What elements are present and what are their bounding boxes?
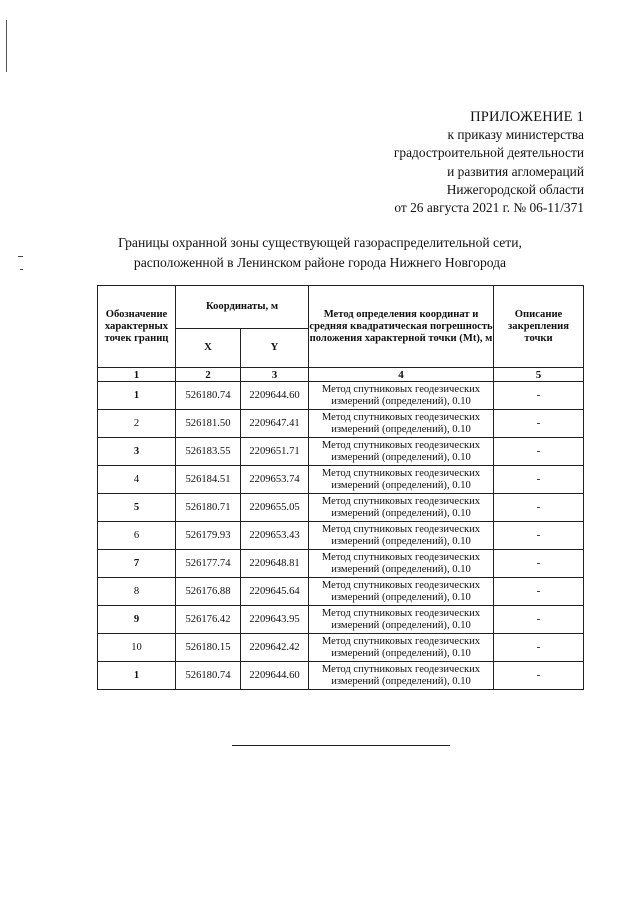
table-row xyxy=(98,382,584,410)
end-divider-line xyxy=(232,745,450,746)
point-id: 5 xyxy=(98,494,176,522)
table-row xyxy=(98,466,584,494)
appendix-label: ПРИЛОЖЕНИЕ 1 xyxy=(470,109,584,125)
x-coordinate: 526180.15 xyxy=(176,634,241,662)
method-line-1: Метод спутниковых геодезических xyxy=(321,552,481,563)
header-x: X xyxy=(176,329,241,368)
fixing-description: - xyxy=(494,550,584,578)
method-line-2: измерений (определений), 0.10 xyxy=(331,451,471,463)
column-number: 3 xyxy=(241,368,309,382)
method-line-1: Метод спутниковых геодезических xyxy=(321,496,481,507)
method-line-2: измерений (определений), 0.10 xyxy=(331,479,471,491)
table-row xyxy=(98,550,584,578)
method-line-1: Метод спутниковых геодезических xyxy=(321,384,481,395)
y-coordinate: 2209645.64 xyxy=(241,578,309,606)
method-description xyxy=(309,410,494,438)
y-coordinate: 2209644.60 xyxy=(241,382,309,410)
fixing-description: - xyxy=(494,634,584,662)
table-row xyxy=(98,494,584,522)
table-row xyxy=(98,634,584,662)
fixing-description: - xyxy=(494,522,584,550)
table-row xyxy=(98,606,584,634)
x-coordinate: 526180.74 xyxy=(176,382,241,410)
method-line-1: Метод спутниковых геодезических xyxy=(321,664,481,675)
x-coordinate: 526180.74 xyxy=(176,662,241,690)
table-row xyxy=(98,662,584,690)
point-id: 1 xyxy=(98,382,176,410)
table-row xyxy=(98,578,584,606)
fixing-description: - xyxy=(494,606,584,634)
title-line-2: расположенной в Ленинском районе города Нижнего Новгорода xyxy=(133,255,507,270)
scan-margin-line xyxy=(6,20,7,72)
method-description xyxy=(309,522,494,550)
point-id: 6 xyxy=(98,522,176,550)
point-id: 10 xyxy=(98,634,176,662)
header-line: и развития агломераций xyxy=(447,163,584,179)
header-fixing: Описание закрепления точки xyxy=(494,286,584,368)
point-id: 4 xyxy=(98,466,176,494)
column-number: 1 xyxy=(98,368,176,382)
fixing-description: - xyxy=(494,662,584,690)
x-coordinate: 526179.93 xyxy=(176,522,241,550)
order-date-line: от 26 августа 2021 г. № 06-11/371 xyxy=(394,200,584,216)
x-coordinate: 526183.55 xyxy=(176,438,241,466)
method-line-2: измерений (определений), 0.10 xyxy=(331,675,471,687)
y-coordinate: 2209655.05 xyxy=(241,494,309,522)
header-coordinates: Координаты, м xyxy=(176,286,309,329)
method-description xyxy=(309,578,494,606)
fixing-description: - xyxy=(494,494,584,522)
document-title xyxy=(60,233,580,273)
fixing-description: - xyxy=(494,382,584,410)
method-line-2: измерений (определений), 0.10 xyxy=(331,591,471,603)
y-coordinate: 2209647.41 xyxy=(241,410,309,438)
column-number: 4 xyxy=(309,368,494,382)
fixing-description: - xyxy=(494,578,584,606)
method-line-2: измерений (определений), 0.10 xyxy=(331,507,471,519)
method-line-1: Метод спутниковых геодезических xyxy=(321,608,481,619)
x-coordinate: 526177.74 xyxy=(176,550,241,578)
scan-margin-dash xyxy=(18,256,23,257)
x-coordinate: 526176.42 xyxy=(176,606,241,634)
fixing-description: - xyxy=(494,438,584,466)
column-number: 2 xyxy=(176,368,241,382)
header-y: Y xyxy=(241,329,309,368)
method-line-2: измерений (определений), 0.10 xyxy=(331,619,471,631)
method-line-2: измерений (определений), 0.10 xyxy=(331,647,471,659)
method-description xyxy=(309,606,494,634)
method-line-2: измерений (определений), 0.10 xyxy=(331,423,471,435)
y-coordinate: 2209642.42 xyxy=(241,634,309,662)
method-line-2: измерений (определений), 0.10 xyxy=(331,535,471,547)
header-line: градостроительной деятельности xyxy=(393,145,584,161)
method-description xyxy=(309,634,494,662)
point-id: 1 xyxy=(98,662,176,690)
point-id: 8 xyxy=(98,578,176,606)
header-point: Обозначение характерных точек границ xyxy=(98,286,176,368)
x-coordinate: 526180.71 xyxy=(176,494,241,522)
title-line-1: Границы охранной зоны существующей газораспределительной сети, xyxy=(118,235,522,250)
point-id: 3 xyxy=(98,438,176,466)
method-line-2: измерений (определений), 0.10 xyxy=(331,563,471,575)
point-id: 9 xyxy=(98,606,176,634)
header-line: Нижегородской области xyxy=(446,181,584,197)
method-line-1: Метод спутниковых геодезических xyxy=(321,468,481,479)
y-coordinate: 2209653.43 xyxy=(241,522,309,550)
fixing-description: - xyxy=(494,466,584,494)
x-coordinate: 526176.88 xyxy=(176,578,241,606)
table-row xyxy=(98,438,584,466)
method-description xyxy=(309,550,494,578)
coordinates-table xyxy=(97,285,584,690)
scan-margin-dash xyxy=(20,269,23,270)
method-line-1: Метод спутниковых геодезических xyxy=(321,440,481,451)
method-line-2: измерений (определений), 0.10 xyxy=(331,395,471,407)
y-coordinate: 2209651.71 xyxy=(241,438,309,466)
table-row xyxy=(98,410,584,438)
method-description xyxy=(309,494,494,522)
header-line: к приказу министерства xyxy=(447,127,584,143)
appendix-header xyxy=(394,108,584,217)
y-coordinate: 2209643.95 xyxy=(241,606,309,634)
point-id: 7 xyxy=(98,550,176,578)
column-numbers-row xyxy=(98,368,584,382)
method-description xyxy=(309,662,494,690)
point-id: 2 xyxy=(98,410,176,438)
method-description xyxy=(309,466,494,494)
method-description xyxy=(309,438,494,466)
column-number: 5 xyxy=(494,368,584,382)
header-method: Метод определения координат и средняя квадратическая погрешность положения характерной точки (Mt), м xyxy=(309,286,494,368)
method-line-1: Метод спутниковых геодезических xyxy=(321,524,481,535)
method-line-1: Метод спутниковых геодезических xyxy=(321,412,481,423)
y-coordinate: 2209653.74 xyxy=(241,466,309,494)
table-row xyxy=(98,522,584,550)
fixing-description: - xyxy=(494,410,584,438)
y-coordinate: 2209648.81 xyxy=(241,550,309,578)
method-description xyxy=(309,382,494,410)
method-line-1: Метод спутниковых геодезических xyxy=(321,580,481,591)
method-line-1: Метод спутниковых геодезических xyxy=(321,636,481,647)
x-coordinate: 526181.50 xyxy=(176,410,241,438)
x-coordinate: 526184.51 xyxy=(176,466,241,494)
y-coordinate: 2209644.60 xyxy=(241,662,309,690)
